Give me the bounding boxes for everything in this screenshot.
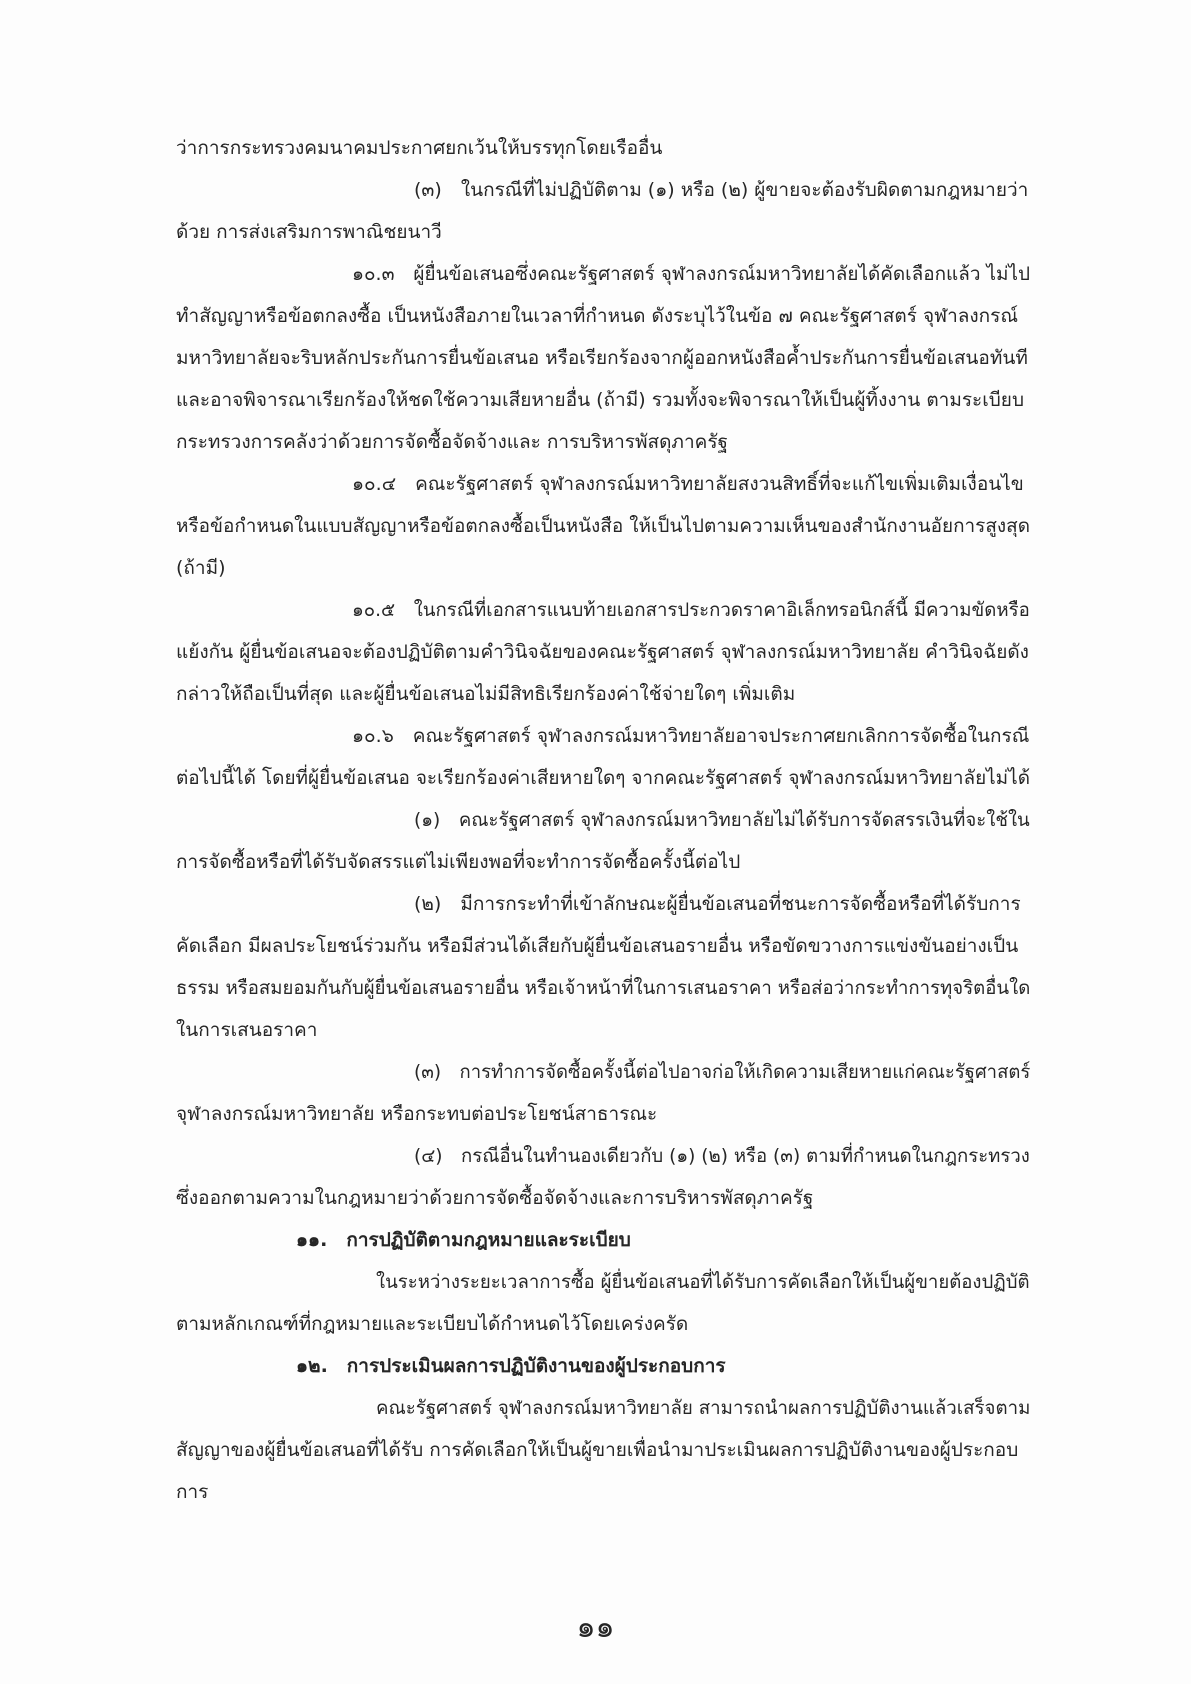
text-line: ในระหว่างระยะเวลาการซื้อ ผู้ยื่นข้อเสนอที่ได้รับการคัดเลือกให้เป็นผู้ขายต้องปฏิบัติ [376, 1271, 1030, 1293]
section-heading: ๑๑. การปฏิบัติตามกฎหมายและระเบียบ [296, 1229, 631, 1251]
text-line: ๑๐.๓ ผู้ยื่นข้อเสนอซึ่งคณะรัฐศาสตร์ จุฬาลงกรณ์มหาวิทยาลัยได้คัดเลือกแล้ว ไม่ไป [352, 263, 1030, 285]
text-line: (๓) การทำการจัดซื้อครั้งนี้ต่อไปอาจก่อให้เกิดความเสียหายแก่คณะรัฐศาสตร์ [414, 1061, 1031, 1083]
section-heading: ๑๒. การประเมินผลการปฏิบัติงานของผู้ประกอบการ [296, 1355, 726, 1377]
text-line: กระทรวงการคลังว่าด้วยการจัดซื้อจัดจ้างและ การบริหารพัสดุภาครัฐ [176, 431, 729, 453]
text-line: คัดเลือก มีผลประโยชน์ร่วมกัน หรือมีส่วนได้เสียกับผู้ยื่นข้อเสนอรายอื่น หรือขัดขวางการแข่งขันอย่างเป็น [176, 935, 1019, 957]
text-line: ตามหลักเกณฑ์ที่กฎหมายและระเบียบได้กำหนดไว้โดยเคร่งครัด [176, 1313, 689, 1335]
text-line: ๑๐.๔ คณะรัฐศาสตร์ จุฬาลงกรณ์มหาวิทยาลัยสงวนสิทธิ์ที่จะแก้ไขเพิ่มเติมเงื่อนไข [352, 473, 1024, 495]
text-line: มหาวิทยาลัยจะริบหลักประกันการยื่นข้อเสนอ หรือเรียกร้องจากผู้ออกหนังสือค้ำประกันการยื่นข้อเสนอทันที [176, 347, 1028, 369]
text-line: ต่อไปนี้ได้ โดยที่ผู้ยื่นข้อเสนอ จะเรียกร้องค่าเสียหายใดๆ จากคณะรัฐศาสตร์ จุฬาลงกรณ์มหาวิทยาลัยไม่ได้ [176, 767, 1031, 789]
text-line: ๑๐.๕ ในกรณีที่เอกสารแนบท้ายเอกสารประกวดราคาอิเล็กทรอนิกส์นี้ มีความขัดหรือ [352, 599, 1030, 621]
text-line: ๑๐.๖ คณะรัฐศาสตร์ จุฬาลงกรณ์มหาวิทยาลัยอาจประกาศยกเลิกการจัดซื้อในกรณี [352, 725, 1030, 747]
text-line: (๓) ในกรณีที่ไม่ปฏิบัติตาม (๑) หรือ (๒) ผู้ขายจะต้องรับผิดตามกฎหมายว่า [414, 179, 1029, 201]
text-line: ในการเสนอราคา [176, 1019, 318, 1041]
text-line: (๑) คณะรัฐศาสตร์ จุฬาลงกรณ์มหาวิทยาลัยไม่ได้รับการจัดสรรเงินที่จะใช้ใน [414, 809, 1030, 831]
text-line: (ถ้ามี) [176, 557, 226, 579]
text-line: ทำสัญญาหรือข้อตกลงซื้อ เป็นหนังสือภายในเวลาที่กำหนด ดังระบุไว้ในข้อ ๗ คณะรัฐศาสตร์ จุฬาลงกรณ์ [176, 305, 1019, 327]
text-line: การ [176, 1481, 209, 1503]
text-line: สัญญาของผู้ยื่นข้อเสนอที่ได้รับ การคัดเลือกให้เป็นผู้ขายเพื่อนำมาประเมินผลการปฏิบัติงานของผู้ประกอบ [176, 1439, 1019, 1461]
text-line: (๒) มีการกระทำที่เข้าลักษณะผู้ยื่นข้อเสนอที่ชนะการจัดซื้อหรือที่ได้รับการ [414, 893, 1021, 915]
text-line: หรือข้อกำหนดในแบบสัญญาหรือข้อตกลงซื้อเป็นหนังสือ ให้เป็นไปตามความเห็นของสำนักงานอัยการสูงสุด [176, 515, 1031, 537]
text-line: ธรรม หรือสมยอมกันกับผู้ยื่นข้อเสนอรายอื่น หรือเจ้าหน้าที่ในการเสนอราคา หรือส่อว่ากระทำการทุจริตอื่นใด [176, 977, 1031, 999]
text-line: แย้งกัน ผู้ยื่นข้อเสนอจะต้องปฏิบัติตามคำวินิจฉัยของคณะรัฐศาสตร์ จุฬาลงกรณ์มหาวิทยาลัย คำวินิจฉัยดัง [176, 641, 1029, 663]
page-number: ๑๑ [576, 1610, 615, 1645]
text-line: จุฬาลงกรณ์มหาวิทยาลัย หรือกระทบต่อประโยชน์สาธารณะ [176, 1103, 658, 1125]
text-line: กล่าวให้ถือเป็นที่สุด และผู้ยื่นข้อเสนอไม่มีสิทธิเรียกร้องค่าใช้จ่ายใดๆ เพิ่มเติม [176, 683, 796, 705]
text-line: ว่าการกระทรวงคมนาคมประกาศยกเว้นให้บรรทุกโดยเรืออื่น [176, 137, 663, 159]
text-line: คณะรัฐศาสตร์ จุฬาลงกรณ์มหาวิทยาลัย สามารถนำผลการปฏิบัติงานแล้วเสร็จตาม [376, 1397, 1031, 1419]
text-line: (๔) กรณีอื่นในทำนองเดียวกับ (๑) (๒) หรือ (๓) ตามที่กำหนดในกฎกระทรวง [414, 1145, 1030, 1167]
text-line: การจัดซื้อหรือที่ได้รับจัดสรรแต่ไม่เพียงพอที่จะทำการจัดซื้อครั้งนี้ต่อไป [176, 851, 741, 873]
text-line: ซึ่งออกตามความในกฎหมายว่าด้วยการจัดซื้อจัดจ้างและการบริหารพัสดุภาครัฐ [176, 1187, 814, 1209]
text-line: และอาจพิจารณาเรียกร้องให้ชดใช้ความเสียหายอื่น (ถ้ามี) รวมทั้งจะพิจารณาให้เป็นผู้ทิ้งงาน ตามระเบียบ [176, 389, 1025, 411]
text-line: ด้วย การส่งเสริมการพาณิชยนาวี [176, 221, 442, 243]
